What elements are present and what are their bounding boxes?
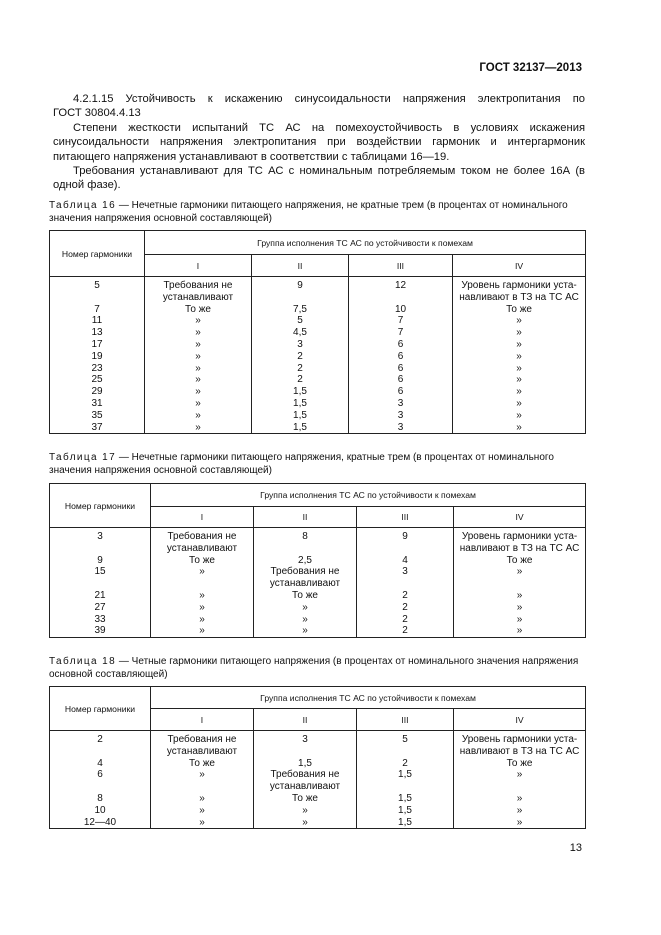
- group-iv-cell: »: [453, 386, 586, 398]
- paragraph-test-levels: Степени жесткости испытаний ТС АС на помехоустойчивость в условиях искажения синусоидальности напряжения электропитания при воздействии гармоник и интергармоник питающего напряжения устанавливают в соответствии с таблицами 16—19.: [53, 122, 585, 163]
- table-body: [50, 277, 586, 434]
- group-iv-cell: Уровень гармоники уста- навливают в ТЗ на ТС АС: [453, 277, 586, 304]
- group-iii-cell: 2: [357, 614, 454, 626]
- group-ii-cell: 3: [252, 339, 349, 351]
- table-17: [49, 483, 586, 638]
- group-ii-cell: »: [254, 602, 357, 614]
- group-ii-cell: 2: [252, 374, 349, 386]
- group-ii-cell: »: [254, 614, 357, 626]
- group-iii-cell: 2: [357, 758, 454, 770]
- table-row: [50, 374, 586, 386]
- group-ii-cell: Требования не устанавливают: [254, 566, 357, 590]
- harmonic-number-cell: 6: [50, 769, 151, 793]
- group-iv-cell: То же: [453, 304, 586, 316]
- section-title-cont: ГОСТ 30804.4.13: [53, 107, 141, 120]
- group-iv-cell: »: [454, 614, 586, 626]
- table-label: Таблица 16: [49, 200, 117, 211]
- group-i-cell: »: [151, 793, 254, 805]
- group-i-cell: То же: [151, 758, 254, 770]
- harmonic-number-cell: 35: [50, 410, 145, 422]
- harmonic-number-cell: 33: [50, 614, 151, 626]
- harmonic-number-cell: 5: [50, 277, 145, 304]
- table-row: [50, 398, 586, 410]
- harmonic-number-cell: 2: [50, 731, 151, 758]
- harmonic-number-cell: 19: [50, 351, 145, 363]
- group-ii-cell: 2,5: [254, 555, 357, 567]
- group-iii-cell: 1,5: [357, 805, 454, 817]
- group-ii-header: II: [254, 709, 357, 731]
- group-iii-cell: 3: [349, 422, 453, 434]
- group-iii-cell: 2: [357, 602, 454, 614]
- group-iii-cell: 2: [357, 625, 454, 637]
- group-i-cell: »: [151, 602, 254, 614]
- group-ii-cell: 1,5: [254, 758, 357, 770]
- table-row: [50, 422, 586, 434]
- harmonic-number-cell: 25: [50, 374, 145, 386]
- group-i-cell: »: [151, 817, 254, 829]
- group-iii-cell: 6: [349, 374, 453, 386]
- group-iii-cell: 4: [357, 555, 454, 567]
- table-label: Таблица 17: [49, 452, 117, 463]
- group-ii-cell: 1,5: [252, 410, 349, 422]
- group-iv-cell: »: [453, 374, 586, 386]
- group-iii-cell: 3: [349, 398, 453, 410]
- group-iv-cell: »: [453, 327, 586, 339]
- table-18: [49, 686, 586, 829]
- table-16: [49, 230, 586, 434]
- group-iv-cell: То же: [454, 555, 586, 567]
- table-18-caption: [49, 655, 585, 681]
- group-i-cell: »: [145, 327, 252, 339]
- table-row: [50, 614, 586, 626]
- group-i-cell: То же: [145, 304, 252, 316]
- table-row: [50, 386, 586, 398]
- group-iv-cell: »: [454, 566, 586, 590]
- table-body: [50, 731, 586, 829]
- table-row: [50, 339, 586, 351]
- group-iii-cell: 12: [349, 277, 453, 304]
- group-i-cell: »: [145, 374, 252, 386]
- harmonic-number-cell: 8: [50, 793, 151, 805]
- table-16-caption: [49, 199, 585, 225]
- harmonic-number-cell: 12—40: [50, 817, 151, 829]
- group-ii-cell: »: [254, 817, 357, 829]
- harmonic-number-cell: 13: [50, 327, 145, 339]
- table-body: [50, 528, 586, 638]
- group-iv-cell: »: [454, 590, 586, 602]
- group-i-cell: »: [151, 590, 254, 602]
- group-i-cell: »: [145, 339, 252, 351]
- group-iii-header: III: [349, 255, 453, 277]
- group-ii-cell: 3: [254, 731, 357, 758]
- group-ii-cell: 5: [252, 315, 349, 327]
- group-i-cell: »: [151, 805, 254, 817]
- group-iv-cell: Уровень гармоники уста- навливают в ТЗ на ТС АС: [454, 731, 586, 758]
- group-i-header: I: [151, 507, 254, 528]
- group-iii-cell: 1,5: [357, 817, 454, 829]
- table-row: [50, 277, 586, 304]
- group-iii-cell: 6: [349, 351, 453, 363]
- table-row: [50, 351, 586, 363]
- table-row: [50, 625, 586, 637]
- table-row: [50, 528, 586, 555]
- group-iv-header: IV: [453, 255, 586, 277]
- group-i-cell: »: [145, 351, 252, 363]
- table-row: [50, 566, 586, 590]
- group-iii-cell: 1,5: [357, 793, 454, 805]
- harmonic-number-cell: 37: [50, 422, 145, 434]
- group-iii-header: III: [357, 507, 454, 528]
- group-iv-cell: »: [454, 625, 586, 637]
- harmonic-number-cell: 29: [50, 386, 145, 398]
- group-i-header: I: [145, 255, 252, 277]
- harmonic-number-header: Номер гармоники: [50, 687, 151, 731]
- group-i-cell: »: [151, 614, 254, 626]
- group-ii-cell: 1,5: [252, 398, 349, 410]
- group-header: Группа исполнения ТС АС по устойчивости к помехам: [151, 687, 586, 709]
- harmonic-number-cell: 27: [50, 602, 151, 614]
- group-i-cell: Требования не устанавливают: [151, 528, 254, 555]
- table-label: Таблица 18: [49, 656, 117, 667]
- group-ii-cell: 1,5: [252, 422, 349, 434]
- group-i-cell: То же: [151, 555, 254, 567]
- group-iii-cell: 6: [349, 386, 453, 398]
- document-header: ГОСТ 32137—2013: [479, 62, 582, 74]
- group-ii-cell: 7,5: [252, 304, 349, 316]
- group-iii-cell: 7: [349, 315, 453, 327]
- section-4-2-1-15: [53, 92, 585, 121]
- group-iv-cell: »: [454, 817, 586, 829]
- group-iv-cell: »: [453, 351, 586, 363]
- group-ii-cell: »: [254, 625, 357, 637]
- table-row: [50, 410, 586, 422]
- group-i-cell: Требования не устанавливают: [151, 731, 254, 758]
- group-iii-cell: 9: [357, 528, 454, 555]
- group-ii-cell: 9: [252, 277, 349, 304]
- group-iii-cell: 2: [357, 590, 454, 602]
- table-caption-text: — Нечетные гармоники питающего напряжения, кратные трем (в процентах от номинального значения напряжения основной составляющей): [49, 452, 554, 476]
- table-row: [50, 769, 586, 793]
- table-row: [50, 590, 586, 602]
- table-row: [50, 793, 586, 805]
- group-i-cell: »: [151, 769, 254, 793]
- group-iii-cell: 6: [349, 363, 453, 375]
- group-ii-header: II: [254, 507, 357, 528]
- group-iii-cell: 3: [357, 566, 454, 590]
- group-i-cell: Требования не устанавливают: [145, 277, 252, 304]
- paragraph-current-limit: Требования устанавливают для ТС АС с номинальным потребляемым током не более 16А (в одной фазе).: [53, 165, 585, 192]
- table-row: [50, 363, 586, 375]
- table-row: [50, 327, 586, 339]
- table-row: [50, 758, 586, 770]
- group-i-cell: »: [151, 625, 254, 637]
- harmonic-number-cell: 11: [50, 315, 145, 327]
- harmonic-number-cell: 7: [50, 304, 145, 316]
- group-iii-cell: 1,5: [357, 769, 454, 793]
- group-i-cell: »: [145, 386, 252, 398]
- group-iv-header: IV: [454, 507, 586, 528]
- table-row: [50, 805, 586, 817]
- group-i-cell: »: [145, 422, 252, 434]
- harmonic-number-cell: 31: [50, 398, 145, 410]
- group-ii-cell: 2: [252, 351, 349, 363]
- group-header: Группа исполнения ТС АС по устойчивости к помехам: [145, 231, 586, 255]
- group-iv-cell: »: [453, 410, 586, 422]
- group-iii-cell: 7: [349, 327, 453, 339]
- group-iv-cell: »: [453, 398, 586, 410]
- table-17-caption: [49, 451, 585, 477]
- group-ii-cell: 2: [252, 363, 349, 375]
- group-iv-cell: »: [454, 769, 586, 793]
- group-iii-cell: 10: [349, 304, 453, 316]
- group-i-cell: »: [151, 566, 254, 590]
- group-header: Группа исполнения ТС АС по устойчивости к помехам: [151, 484, 586, 507]
- harmonic-number-cell: 9: [50, 555, 151, 567]
- group-i-cell: »: [145, 315, 252, 327]
- harmonic-number-cell: 17: [50, 339, 145, 351]
- harmonic-number-cell: 3: [50, 528, 151, 555]
- harmonic-number-cell: 4: [50, 758, 151, 770]
- group-iv-cell: »: [453, 315, 586, 327]
- group-ii-cell: 4,5: [252, 327, 349, 339]
- group-iv-cell: »: [454, 602, 586, 614]
- table-row: [50, 817, 586, 829]
- harmonic-number-header: Номер гармоники: [50, 484, 151, 528]
- group-ii-cell: Требования не устанавливают: [254, 769, 357, 793]
- table-row: [50, 315, 586, 327]
- group-i-header: I: [151, 709, 254, 731]
- group-iv-cell: »: [453, 422, 586, 434]
- group-i-cell: »: [145, 398, 252, 410]
- group-ii-cell: 1,5: [252, 386, 349, 398]
- group-iii-cell: 5: [357, 731, 454, 758]
- group-iv-cell: Уровень гармоники уста- навливают в ТЗ на ТС АС: [454, 528, 586, 555]
- harmonic-number-cell: 39: [50, 625, 151, 637]
- group-ii-cell: То же: [254, 590, 357, 602]
- table-row: [50, 731, 586, 758]
- table-caption-text: — Нечетные гармоники питающего напряжения, не кратные трем (в процентах от номинального значения напряжения основной составляющей): [49, 200, 568, 224]
- table-row: [50, 602, 586, 614]
- section-title: 4.2.1.15 Устойчивость к искажению синусоидальности напряжения электропитания по: [73, 93, 585, 105]
- harmonic-number-cell: 15: [50, 566, 151, 590]
- group-ii-cell: 8: [254, 528, 357, 555]
- table-row: [50, 304, 586, 316]
- group-ii-cell: »: [254, 805, 357, 817]
- group-iv-cell: »: [453, 339, 586, 351]
- table-caption-text: — Четные гармоники питающего напряжения (в процентах от номинального значения напряжения основной составляющей): [49, 656, 579, 680]
- harmonic-number-header: Номер гармоники: [50, 231, 145, 277]
- harmonic-number-cell: 10: [50, 805, 151, 817]
- page-number: 13: [569, 842, 582, 854]
- group-iv-cell: »: [454, 805, 586, 817]
- group-iv-cell: »: [453, 363, 586, 375]
- group-i-cell: »: [145, 363, 252, 375]
- group-iv-cell: То же: [454, 758, 586, 770]
- group-ii-cell: То же: [254, 793, 357, 805]
- group-iii-cell: 3: [349, 410, 453, 422]
- group-i-cell: »: [145, 410, 252, 422]
- harmonic-number-cell: 21: [50, 590, 151, 602]
- group-iii-header: III: [357, 709, 454, 731]
- group-ii-header: II: [252, 255, 349, 277]
- harmonic-number-cell: 23: [50, 363, 145, 375]
- group-iv-cell: »: [454, 793, 586, 805]
- group-iv-header: IV: [454, 709, 586, 731]
- table-row: [50, 555, 586, 567]
- group-iii-cell: 6: [349, 339, 453, 351]
